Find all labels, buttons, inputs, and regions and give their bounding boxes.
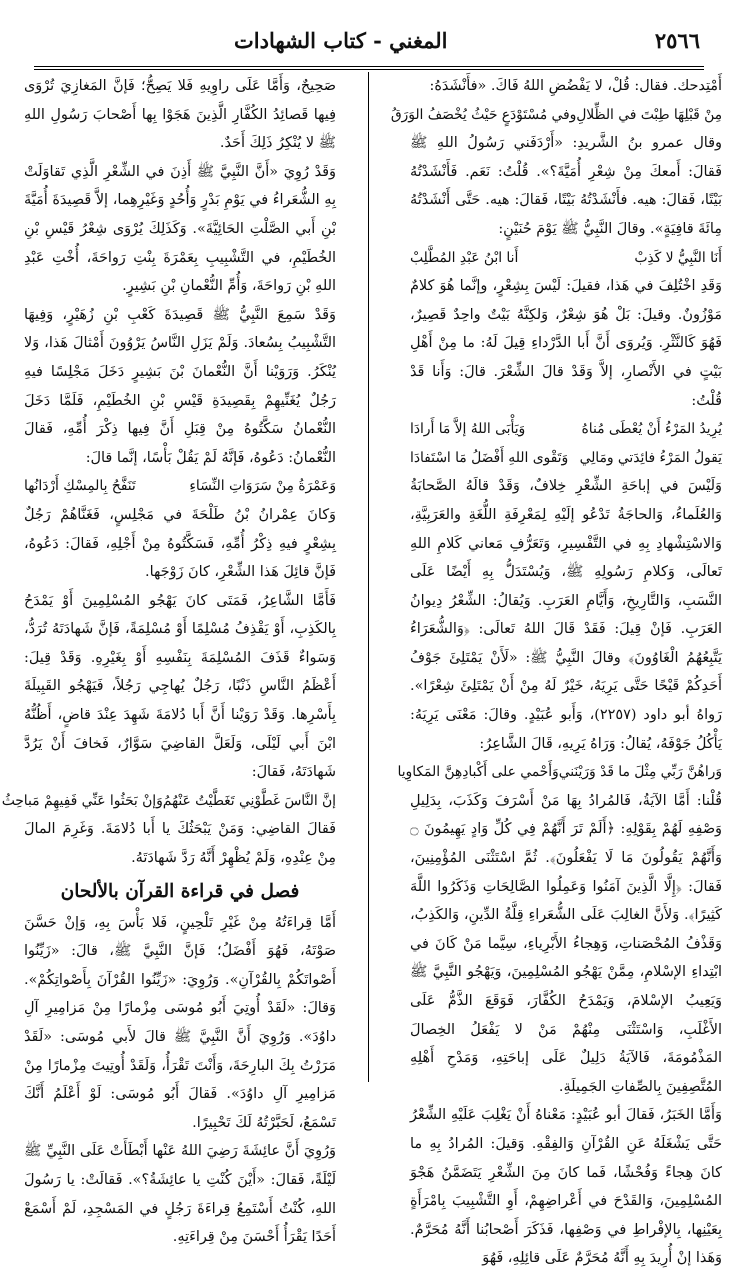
verse-line	[1, 787, 336, 816]
running-title: المغني - كتاب الشهادات	[234, 28, 448, 53]
hemistich: أَنَا النَّبِيُّ لا كَذِبْ	[634, 249, 722, 266]
paragraph: وَقَدِ اخْتُلِفَ في هَذا، فقيلَ: لَيْسَ بِشِعْرٍ، وإنَّما هُوَ كلامٌ مَوْزُونٌ. وقيلَ: بَلْ هُوَ شِعْرٌ، وَلكِنَّهُ بَيْتٌ واحِدٌ قَصِيرٌ، فَهُوَ كَالنَّثْرِ. وَيُروَى أَنَّ أَبا الدَّرْداءِ قِيلَ لَهُ: ما مِنْ أَهْلِ بَيْتٍ في الأَنْصارِ، إلاَّ وَقَدْ قالَ الشِّعْرَ. قالَ: وَأَنا قَدْ قُلْتُ:	[410, 278, 722, 409]
paragraph: وَرُوِيَ أَنَّ عائِشَةَ رَضِيَ اللهُ عَنْها أَبْطَأَتْ عَلَى النَّبِيِّ ﷺ لَيْلَةً، فَقالَ: «أَيْنَ كُنْتِ يا عائِشَةُ؟». فَقالَتْ: يا رَسُولَ اللهِ، كُنْتُ أَسْتَمِعُ قِراءَةَ رَجُلٍ في المَسْجِدِ، لَمْ أَسْمَعْ أَحَدًا يَقْرَأُ أَحْسَنَ مِنْ قِراءَتِهِ.	[24, 1143, 336, 1246]
verse-line	[397, 758, 722, 787]
paragraph: وقال عمرو بنُ الشَّريدِ: «أَرْدَفَني رَسُولُ اللهِ ﷺ فَقالَ: أَمعكَ مِنْ شِعْرِ أُمَيَّةَ؟». قُلْتُ: نَعَم. فَأَنْشَدْتُهُ بَيْتًا، فَقالَ: هيه. فأَنْشَدْتُهُ بَيْتًا، فَقالَ: هيه. حَتَّى أَنْشَدْتُهُ مِائَةَ قافِيَةٍ». وقالَ النَّبِيُّ ﷺ يَوْمَ حُنَيْنٍ:	[410, 135, 722, 237]
hemistich: وَراهُنَّ رَبِّي مِثْلَ ما قَدْ وَرَيْنَني	[558, 764, 722, 781]
hemistich: إنَّ النَّاسَ غَطَّوْنِي تَغَطَّيْتُ عَنْهُمُ	[162, 792, 336, 809]
paragraph: فَأَمَّا الشَّاعِرُ، فَمَتَى كانَ يَهْجُو المُسْلِمِينَ أَوْ يَمْدَحُ بِالكَذِبِ، أَوْ يَقْذِفُ مُسْلِمًا أَوْ مُسْلِمَةً، فَإنَّ شَهادَتَهُ تُرَدُّ، وَسَواءٌ قَذَفَ المُسْلِمَةَ بِنَفْسِهِ أَوْ بِغَيْرِهِ. وَقَدْ قِيلَ: أَعْظَمُ النَّاسِ ذَنْبًا، رَجُلٌ يُهاجِي رَجُلاً، فَيَهْجُو القَبِيلَةَ بِأَسْرِها. وَقَدْ رَوَيْنا أَنَّ أَبا دُلامَةَ شَهِدَ عِنْدَ قاضٍ، أَظُنُّهُ ابْنَ أَبي لَيْلَى، وَلَعَلَّ القاضِيَ سَوَّارٌ، فَخافَ أَنْ يَرُدَّ شَهادَتَهُ، فَقالَ:	[24, 592, 336, 781]
hemistich: يَقولُ المَرْءُ فائِدَتي ومَالِي	[579, 449, 722, 466]
paragraph: صَحِيحٌ، وَأَمَّا عَلَى راوِيهِ فَلا يَصِحُّ؛ فَإنَّ المَغازِيَ تُرْوَى فِيها قَصائِدُ الكُفَّارِ الَّذِينَ هَجَوْا بِها أَصْحابَ رَسُولِ اللهِ ﷺ لا يُنْكِرُ ذَلِكَ أَحَدٌ.	[24, 78, 336, 152]
hemistich: وَيَأْبَى اللهُ إلاَّ مَا أَرادَا	[410, 421, 526, 438]
paragraph: أَمْتِدحك. فقال: قُلْ، لا يَفْضُضِ اللهُ فَاكَ. «فأَنْشَدَهُ:	[429, 78, 722, 94]
verse-line	[410, 415, 722, 444]
paragraph: وَلَيْسَ في إباحَةِ الشِّعْرِ خِلافٌ، وَقَدْ قالَهُ الصَّحابَةُ وَالعُلَماءُ، وَالحاجَةُ تَدْعُو إلَيْهِ لِمَعْرِفَةِ اللُّغَةِ والعَرَبِيَّةِ، وَالاسْتِشْهادِ بِهِ في التَّفْسِيرِ، وَتَعَرُّفِ مَعاني كَلامِ اللهِ تَعالَى، وَكلامِ رَسُولِهِ ﷺ، وَيُسْتَدَلُّ بِهِ أَيْضًا عَلَى النَّسَبِ، وَالتَّارِيخِ، وَأَيَّامِ العَرَبِ. وَيُقالُ: الشِّعْرُ دِيوانُ العَرَبِ. فَإنْ قِيلَ: فَقَدْ قَالَ اللهُ تَعالَى: ﴿وَالشُّعَرَاءُ يَتَّبِعُهُمُ الْغَاوُونَ﴾ وقالَ النَّبِيُّ ﷺ: «لَأَنْ يَمْتَلِئَ جَوْفُ أَحَدِكُمْ قَيْحًا حَتَّى يَرِيَهُ، خَيْرٌ لَهُ مِنْ أَنْ يَمْتَلِئَ شِعْرًا». رَواهُ أبو داود (٢٢٥٧)، وَأَبو عُبَيْدٍ. وقالَ: مَعْنَى يَرِيَهُ: يَأْكُلُ جَوْفَهُ، يُقالُ: وَرَاهُ يَرِيهِ، قَالَ الشَّاعِرُ:	[410, 478, 723, 752]
hemistich: مِنْ قَبْلِهَا طِبْتَ في الظِّلالِ	[576, 106, 722, 123]
paragraph: فَقالَ القاضِي: وَمَنْ يَبْحَثُكَ يا أَبا دُلامَةَ. وَغَرِمَ المالَ مِنْ عِنْدِهِ، وَلَمْ يُظْهِرْ أَنَّهُ رَدَّ شَهادَتَهُ.	[24, 821, 336, 867]
page-number: ٢٥٦٦	[654, 28, 700, 53]
hemistich: وَتَقْوى اللهِ أَفْضَلُ مَا اسْتَفادَا	[410, 449, 569, 466]
verse-line	[24, 472, 336, 501]
paragraph: وَقَدْ سَمِعَ النَّبِيُّ ﷺ قَصِيدَةَ كَعْبِ بْنِ زُهَيْرٍ، وَفِيهَا التَّشْبِيبُ بِسُعادَ. وَلَمْ يَزَلِ النَّاسُ يَرْوُونَ أَمْثالَ هَذا، وَلا يُنْكَرُ. وَرَوَيْنا أَنَّ النُّعْمانَ بْنَ بَشِيرٍ دَخَلَ مَجْلِسًا فيهِ رَجُلٌ يُغَنِّيهِمْ بِقَصِيدَةِ قَيْسِ بْنِ الخُطَيْمِ، فَلَمَّا دَخَلَ النُّعْمانُ سَكَّتُوهُ مِنْ قِبَلِ أَنَّ فِيها ذِكْرَ أُمِّهِ، فَقالَ النُّعْمانُ: دَعُوهُ، فَإنَّهُ لَمْ يَقُلْ بَأْسًا، إنَّما قالَ:	[24, 306, 336, 466]
page-header	[34, 18, 704, 54]
left-column	[1, 72, 336, 1246]
hemistich: وَإنْ بَحَثُوا عَنِّي فَفِيهِمْ مَباحِثُ	[1, 792, 163, 809]
hemistich: يُرِيدُ المَرْءُ أَنْ يُعْطَى مُناهُ	[581, 421, 722, 438]
hemistich: وفي مُسْتَوْدَعٍ حَيْثُ يُخْصَفُ الوَرَقُ	[390, 106, 577, 123]
paragraph: وَقَدْ رُوِيَ «أَنَّ النَّبِيَّ ﷺ أَذِنَ في الشِّعْرِ الَّذِي تَقاوَلَتْ بِهِ الشُّعَراءُ في يَوْمِ بَدْرٍ وَأُحُدٍ وَغَيْرِهِما، إلاَّ قَصِيدَةَ أُمَيَّةَ بْنِ أَبي الصَّلْتِ الحَائِيَّةَ». وَكَذَلِكَ يُرْوَى شِعْرُ قَيْسِ بْنِ الخُطَيْمِ، في التَّشْبِيبِ بِعَمْرَةَ بِنْتِ رَواحَةَ، أُخْتِ عَبْدِ اللهِ بْنِ رَواحَةَ، وَأُمِّ النُّعْمانِ بْنِ بَشِيرٍ.	[24, 163, 336, 295]
paragraph: وَكانَ عِمْرانُ بْنُ طَلْحَةَ في مَجْلِسٍ، فَغَنَّاهُمْ رَجُلٌ بِشِعْرٍ فيهِ ذِكْرُ أُمِّهِ، فَسَكَّتُوهُ مِنْ أَجْلِهِ، فَقالَ: دَعُوهُ، فَإنَّ قائِلَ هَذا الشِّعْرِ، كانَ زَوْجَها.	[24, 506, 336, 581]
header-rule	[34, 66, 704, 70]
verse-line	[410, 244, 722, 273]
paragraph: وَأَمَّا الخَبَرُ، فَقالَ أبو عُبَيْدٍ: مَعْناهُ أَنْ يَغْلِبَ عَلَيْهِ الشِّعْرُ حَتَّى يَشْغَلَهُ عَنِ القُرْآنِ وَالفِقْهِ. وَقيلَ: المُرادُ بِهِ ما كانَ هِجاءً وَفُحْشًا، فَما كانَ مِنَ الشِّعْرِ يَتَضَمَّنُ هَجْوَ المُسْلِمِينَ، وَالقَدْحَ في أَعْراضِهِمْ، أَوِ التَّشْبِيبَ بِامْرَأَةٍ بِعَيْنِها، بِالإفْراطِ في وَصْفِها، فَذَكَرَ أَصْحابُنا أَنَّهُ مُحَرَّمٌ. وَهَذا إنْ أُرِيدَ بِهِ أَنَّهُ مُحَرَّمٌ عَلَى قائِلِهِ، فَهُوَ	[410, 1107, 722, 1267]
paragraph: أَمَّا قِراءَتُهُ مِنْ غَيْرِ تَلْحِينٍ، فَلا بَأْسَ بِهِ، وَإنْ حَسَّنَ صَوْتَهُ، فَهُوَ أَفْضَلُ؛ فَإنَّ النَّبِيَّ ﷺ، قالَ: «زَيِّنُوا أَصْواتَكُمْ بِالقُرْآنِ». وَرُوِيَ: «زَيِّنُوا القُرْآنَ بِأَصْواتِكُمْ». وَقالَ: «لَقَدْ أُوتِيَ أَبُو مُوسَى مِزْمارًا مِنْ مَزامِيرِ آلِ داوُدَ». وَرُوِيَ أَنَّ النَّبِيَّ ﷺ قالَ لأَبي مُوسَى: «لَقَدْ مَرَرْتُ بِكَ البارِحَةَ، وَأَنْتَ تَقْرَأُ، وَلَقَدْ أُوتِيتَ مِزْمارًا مِنْ مَزامِيرِ آلِ داوُدَ». فَقالَ أَبُو مُوسَى: لَوْ أَعْلَمُ أَنَّكَ تَسْمَعُ، لَحَبَّرْتُهُ لَكَ تَحْبِيرًا.	[24, 914, 336, 1131]
verse-line	[390, 101, 722, 130]
hemistich: وَأَحْمي على أَكْبادِهِنَّ المَكاوِيا	[397, 764, 559, 781]
paragraph: قُلْنا: أَمَّا الآيَةُ، فَالمُرادُ بِهَا مَنْ أَسْرَفَ وَكَذَبَ، بِدَلِيلِ وَصْفِهِ لَهُمْ بِقَوْلِهِ: ﴿أَلَمْ تَرَ أَنَّهُمْ فِي كُلِّ وَادٍ يَهِيمُونَ ۝ وَأَنَّهُمْ يَقُولُونَ مَا لَا يَفْعَلُونَ﴾. ثُمَّ اسْتَثْنَى المُؤْمِنِينَ، فَقالَ: ﴿إِلَّا الَّذِينَ آمَنُوا وَعَمِلُوا الصَّالِحَاتِ وَذَكَرُوا اللَّهَ كَثِيرًا﴾. وَلأَنَّ الغالِبَ عَلَى الشُّعَراءِ قِلَّةُ الدِّينِ، وَالكَذِبُ، وَقَذْفُ المُحْصَناتِ، وَهِجاءُ الأَبْرِياءِ، سِيَّما مَنْ كَانَ في ابْتِداءِ الإسْلامِ، مِمَّنْ يَهْجُو المُسْلِمِينَ، وَيَهْجُو النَّبِيَّ ﷺ وَيَعِيبُ الإسْلامَ، وَيَمْدَحُ الكُفَّارَ، فَوَقَعَ الذَّمُّ عَلَى الأَغْلَبِ، وَاسْتَثْنَى مِنْهُمْ مَنْ لا يَفْعَلُ الخِصالَ المَذْمُومَةَ، فَالآيَةُ دَلِيلٌ عَلَى إباحَتِهِ، وَمَدْحِ أَهْلِهِ المُتَّصِفِينَ بِالصِّفاتِ الجَمِيلَةِ.	[410, 792, 722, 1095]
column-divider	[368, 72, 369, 1082]
hemistich: تَنَفَّحُ بِالمِسْكِ أَرْدَانُها	[24, 478, 136, 495]
section-heading: فصل في قراءة القرآن بالألحان	[60, 880, 300, 902]
hemistich: وَعَمْرَةُ مِنْ سَرَوَاتِ النِّسَاءِ	[189, 478, 336, 495]
right-column	[390, 72, 723, 1267]
verse-line	[410, 444, 722, 473]
hemistich: أَنا ابْنُ عَبْدِ المُطَّلِبْ	[410, 249, 519, 266]
